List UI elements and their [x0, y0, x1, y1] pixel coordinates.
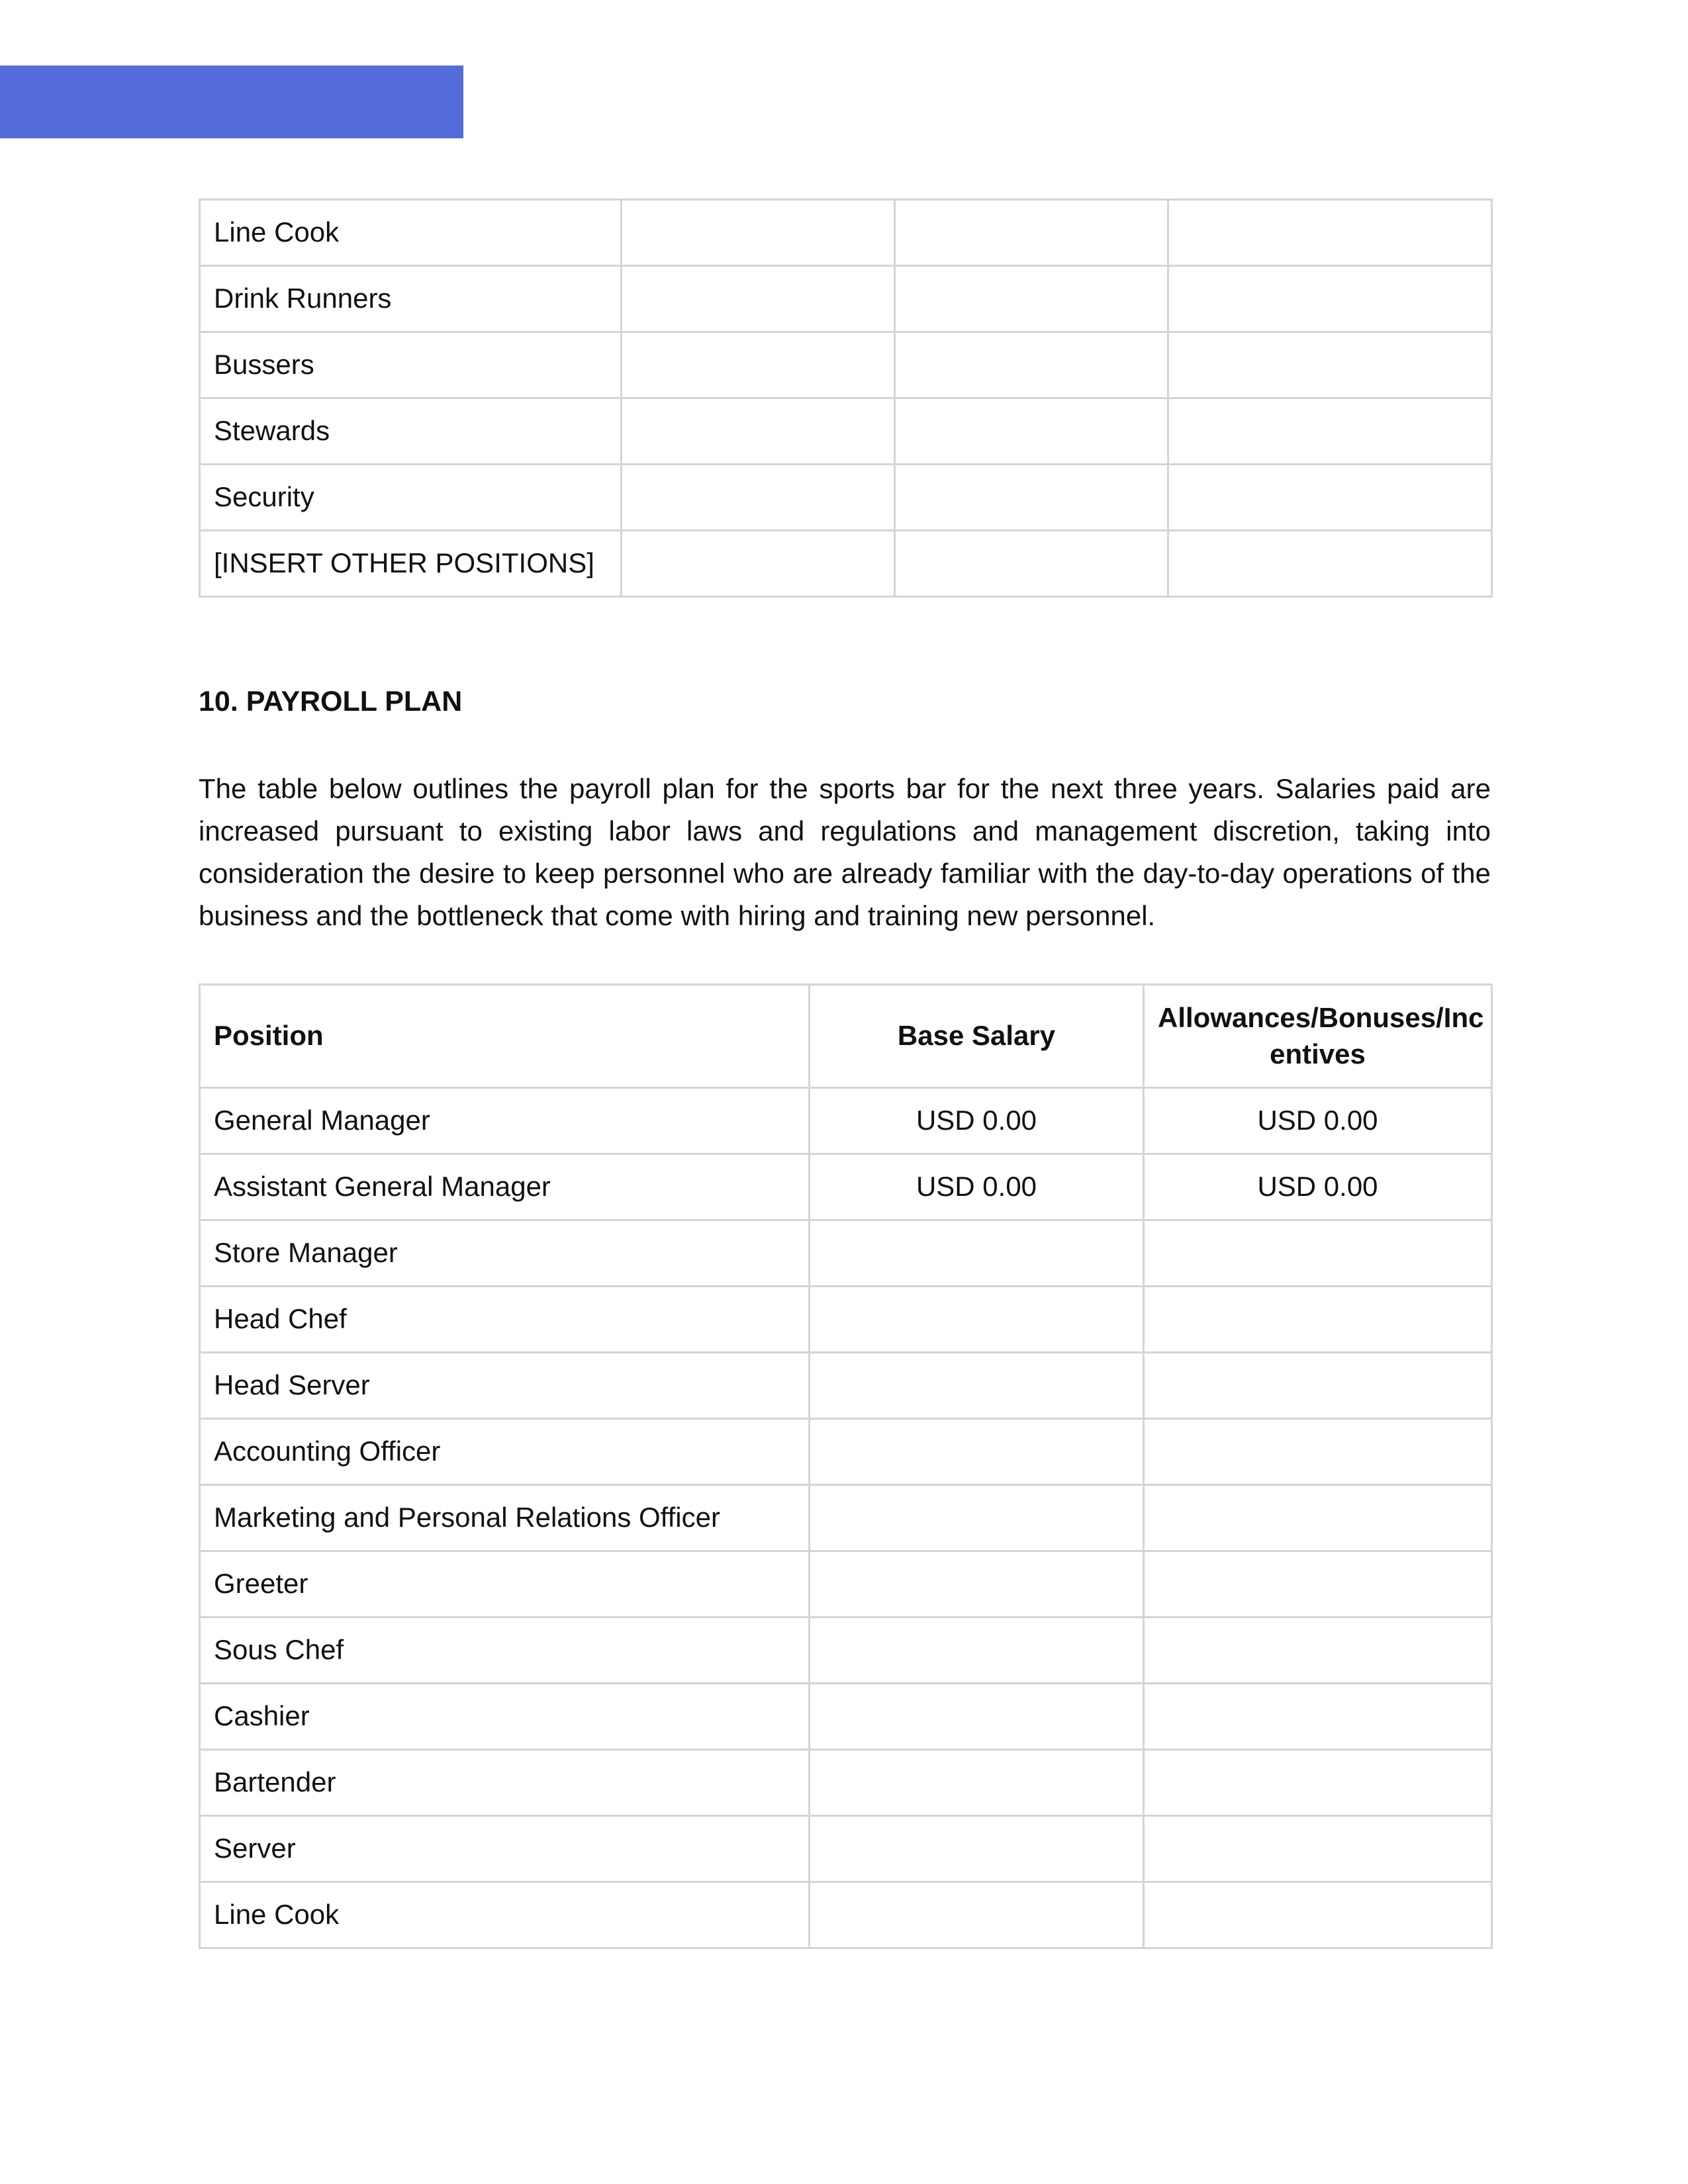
empty-cell: [895, 398, 1168, 465]
table-row: [200, 1551, 1492, 1617]
column-header-allowances: Allowances/Bonuses/Inc entives: [1144, 985, 1492, 1088]
base-salary-cell: [810, 1220, 1144, 1287]
table-row: [200, 1220, 1492, 1287]
empty-cell: [1168, 200, 1492, 266]
base-salary-cell: [810, 1419, 1144, 1485]
position-cell: Head Server: [200, 1353, 810, 1419]
allowances-cell: USD 0.00: [1144, 1154, 1492, 1220]
position-cell: General Manager: [200, 1088, 810, 1154]
table-row: [200, 266, 1492, 332]
empty-cell: [895, 465, 1168, 531]
column-header-base-salary: Base Salary: [810, 985, 1144, 1088]
table-row: [200, 1684, 1492, 1750]
empty-cell: [1168, 531, 1492, 597]
table-row: [200, 1353, 1492, 1419]
position-cell: Cashier: [200, 1684, 810, 1750]
table-row: [200, 1154, 1492, 1220]
table-row: [200, 1088, 1492, 1154]
position-cell: Sous Chef: [200, 1617, 810, 1684]
base-salary-cell: [810, 1485, 1144, 1551]
empty-cell: [1168, 266, 1492, 332]
position-cell: Bartender: [200, 1750, 810, 1816]
allowances-cell: [1144, 1220, 1492, 1287]
position-cell: Bussers: [200, 332, 622, 398]
staffing-table-continued: [199, 199, 1493, 598]
table-row: [200, 1750, 1492, 1816]
position-cell: Store Manager: [200, 1220, 810, 1287]
empty-cell: [1168, 465, 1492, 531]
allowances-cell: [1144, 1750, 1492, 1816]
base-salary-cell: [810, 1353, 1144, 1419]
empty-cell: [1168, 398, 1492, 465]
base-salary-cell: [810, 1287, 1144, 1353]
allowances-cell: [1144, 1353, 1492, 1419]
section-heading: 10. PAYROLL PLAN: [199, 686, 463, 717]
allowances-cell: [1144, 1287, 1492, 1353]
base-salary-cell: [810, 1684, 1144, 1750]
position-cell: [INSERT OTHER POSITIONS]: [200, 531, 622, 597]
empty-cell: [895, 266, 1168, 332]
base-salary-cell: [810, 1617, 1144, 1684]
position-cell: Head Chef: [200, 1287, 810, 1353]
table-row: [200, 465, 1492, 531]
section-paragraph: The table below outlines the payroll plan for the sports bar for the next three years. Salaries paid are increased pursuant to existing labor laws and regulations and management discretion, taking into consideration the desire to keep personnel who are already familiar with the day-to-day operations of the business and the bottleneck that come with hiring and training new personnel.: [199, 773, 1491, 931]
allowances-cell: [1144, 1816, 1492, 1882]
position-cell: Accounting Officer: [200, 1419, 810, 1485]
position-cell: Server: [200, 1816, 810, 1882]
allowances-cell: [1144, 1419, 1492, 1485]
table-row: [200, 332, 1492, 398]
empty-cell: [622, 332, 895, 398]
table-row: [200, 1419, 1492, 1485]
empty-cell: [622, 398, 895, 465]
empty-cell: [1168, 332, 1492, 398]
allowances-cell: [1144, 1617, 1492, 1684]
allowances-cell: [1144, 1485, 1492, 1551]
allowances-cell: USD 0.00: [1144, 1088, 1492, 1154]
table-row: [200, 1816, 1492, 1882]
payroll-table: [199, 983, 1493, 1949]
position-cell: Drink Runners: [200, 266, 622, 332]
empty-cell: [895, 531, 1168, 597]
position-cell: Security: [200, 465, 622, 531]
column-header-position: Position: [200, 985, 810, 1088]
base-salary-cell: [810, 1882, 1144, 1948]
position-cell: Line Cook: [200, 1882, 810, 1948]
base-salary-cell: [810, 1750, 1144, 1816]
position-cell: Line Cook: [200, 200, 622, 266]
allowances-cell: [1144, 1882, 1492, 1948]
allowances-cell: [1144, 1551, 1492, 1617]
empty-cell: [622, 531, 895, 597]
table-row: [200, 1882, 1492, 1948]
empty-cell: [622, 200, 895, 266]
position-cell: Assistant General Manager: [200, 1154, 810, 1220]
base-salary-cell: USD 0.00: [810, 1088, 1144, 1154]
position-cell: Stewards: [200, 398, 622, 465]
allowances-cell: [1144, 1684, 1492, 1750]
position-cell: Greeter: [200, 1551, 810, 1617]
header-accent-bar: [0, 66, 463, 138]
table-row: [200, 398, 1492, 465]
empty-cell: [895, 200, 1168, 266]
empty-cell: [895, 332, 1168, 398]
base-salary-cell: [810, 1551, 1144, 1617]
table-row: [200, 1287, 1492, 1353]
table-row: [200, 1485, 1492, 1551]
empty-cell: [622, 465, 895, 531]
table-row: [200, 1617, 1492, 1684]
table-row: [200, 531, 1492, 597]
position-cell: Marketing and Personal Relations Officer: [200, 1485, 810, 1551]
empty-cell: [622, 266, 895, 332]
table-row: [200, 200, 1492, 266]
table-header-row: [200, 985, 1492, 1088]
base-salary-cell: [810, 1816, 1144, 1882]
base-salary-cell: USD 0.00: [810, 1154, 1144, 1220]
